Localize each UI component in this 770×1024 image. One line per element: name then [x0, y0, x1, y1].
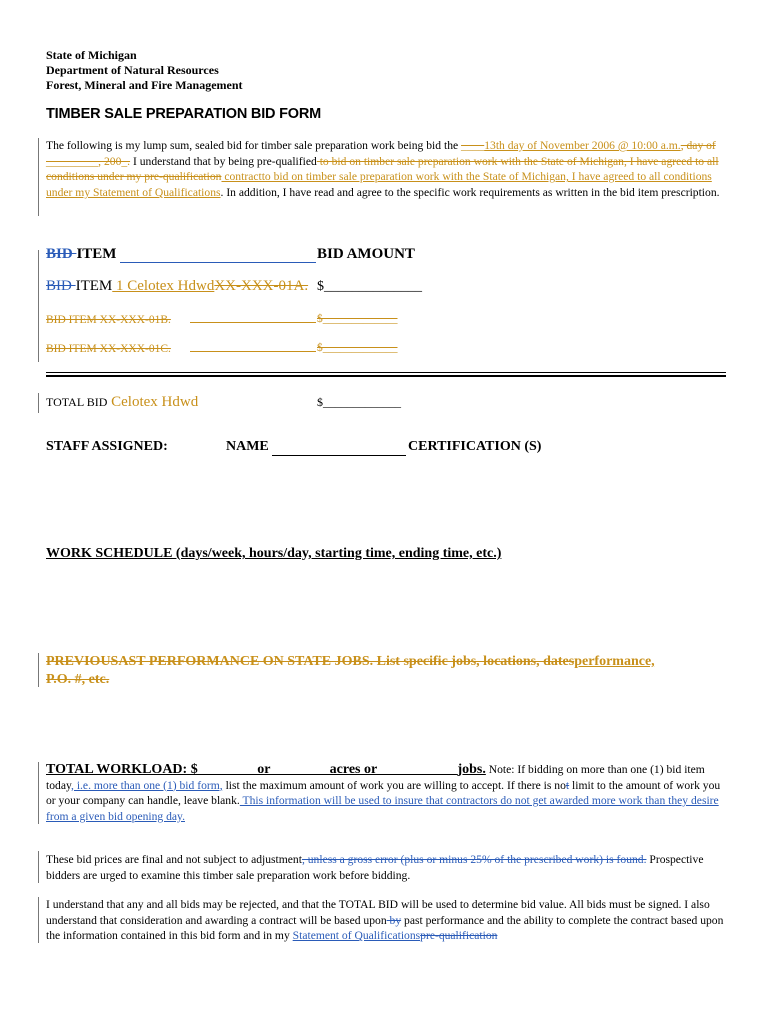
deleted-text: AST PERFORMANCE ON STATE JOBS. List specific jobs, locations, dates — [118, 654, 575, 669]
deleted-text: XX-XXX-01A. — [214, 278, 309, 294]
final-prices-paragraph: These bid prices are final and not subject to adjustment, unless a gross error (plus or minus 25% of the prescribed work) is found. Prospective bidders are urged to examine this timber sale preparation work before bidding. — [46, 853, 704, 882]
staff-name-header: NAME — [226, 439, 269, 454]
revision-bar — [38, 762, 39, 824]
deleted-text: BID — [46, 278, 76, 294]
staff-assigned-label: STAFF ASSIGNED: — [46, 439, 168, 454]
header-department: Department of Natural Resources — [46, 63, 219, 77]
inserted-text: This information will be used to insure that contractors do not get awarded more work than they desire from a given bid opening day. — [46, 794, 719, 823]
inserted-text: contractto bid on timber sale preparation work with the State of Michigan, I have agreed to all conditions under my Statement of Qualifications — [46, 170, 712, 199]
deleted-text: to bid on timber sale preparation work with the State of Michigan, I have agreed to all conditions under my pre-qualification — [46, 154, 719, 184]
intro-text: I understand that by being pre-qualified — [130, 154, 317, 168]
total-bid-row — [46, 393, 198, 411]
deleted-text: ____ — [461, 139, 485, 152]
bid-row-1: BID ITEM 1 Celotex HdwdXX-XXX-01A. — [46, 278, 309, 294]
staff-certification-header: CERTIFICATION (S) — [408, 439, 542, 454]
inserted-text: performance, — [574, 654, 655, 669]
previous-performance-heading — [46, 653, 726, 689]
revision-bar — [38, 138, 39, 216]
revision-bar — [38, 250, 39, 362]
work-schedule-heading: WORK SCHEDULE (days/week, hours/day, starting time, ending time, etc.) — [46, 546, 502, 561]
total-bid-amount[interactable]: $_____________ — [317, 395, 401, 409]
revision-bar — [38, 897, 39, 943]
total-bid-label: TOTAL BID — [46, 395, 108, 409]
total-workload-heading: TOTAL WORKLOAD: $________ or ________acres or ___________jobs. — [46, 762, 486, 777]
intro-paragraph — [46, 138, 726, 200]
inserted-text: , i.e. more than one (1) bid form, — [71, 778, 223, 792]
header-underline — [272, 455, 406, 456]
acknowledgement-paragraph: I understand that any and all bids may be rejected, and that the TOTAL BID will be used to determine bid value. All bids must be signed. I also understand that consideration and awarding a contract will be based upon by past performance and the ability to complete the contract based upon the information contained in this bid form and in my Statement of Qualificationspre-qualification — [46, 898, 724, 943]
revision-bar — [38, 653, 39, 687]
total-workload-paragraph: TOTAL WORKLOAD: $________ or ________acres or ___________jobs. Note: If bidding on more than one (1) bid item today, i.e. more than one (1) bid form, list the maximum amount of work you are willing to accept. If there is not limit to the amount of work you or your company can handle, leave blank. This information will be used to insure that contractors do not get awarded more work than they desire from a given bid opening day. — [46, 762, 721, 823]
bid-row-2-amount: $_____________ — [317, 313, 398, 325]
deleted-text: t — [565, 778, 570, 792]
bid-row-1-amount[interactable]: $______________ — [317, 279, 422, 294]
bid-amount-header: BID AMOUNT — [317, 246, 415, 262]
divider — [46, 372, 726, 373]
deleted-underline — [190, 351, 316, 352]
inserted-bid-date: 13th day of November 2006 @ 10:00 a.m. — [484, 139, 681, 152]
bid-row-3-deleted: BID ITEM XX-XXX-01C. — [46, 343, 171, 355]
deleted-underline — [190, 322, 316, 323]
divider — [46, 375, 726, 377]
inserted-item-name: 1 Celotex Hdwd — [112, 278, 215, 294]
agency-header — [46, 48, 243, 93]
inserted-item-name: Celotex Hdwd — [107, 394, 199, 410]
intro-text: The following is my lump sum, sealed bid for timber sale preparation work being bid the — [46, 139, 462, 152]
header-division: Forest, Mineral and Fire Management — [46, 78, 243, 92]
deleted-text: BID — [46, 246, 77, 262]
intro-text: . In addition, I have read and agree to the specific work requirements as written in the bid item prescription. — [220, 185, 720, 199]
header-state: State of Michigan — [46, 48, 137, 62]
inserted-text: Statement of Qualifications — [292, 929, 421, 943]
bid-row-2-deleted: BID ITEM XX-XXX-01B. — [46, 314, 171, 326]
deleted-text: , unless a gross error (plus or minus 25% of the prescribed work) is found. — [301, 853, 647, 866]
bid-row-3-amount: $_____________ — [317, 342, 398, 354]
deleted-text: by — [386, 913, 402, 927]
deleted-text: , day of _________, 200_. — [46, 139, 716, 168]
revision-bar — [38, 851, 39, 883]
form-title: TIMBER SALE PREPARATION BID FORM — [46, 106, 322, 122]
deleted-text: P.O. #, etc. — [46, 672, 110, 687]
bid-item-header: BID ITEM — [46, 246, 117, 262]
deleted-text: PREVIOUS — [46, 654, 119, 669]
deleted-text: pre-qualification — [420, 929, 498, 943]
revision-bar — [38, 393, 39, 413]
header-underline — [120, 262, 316, 263]
